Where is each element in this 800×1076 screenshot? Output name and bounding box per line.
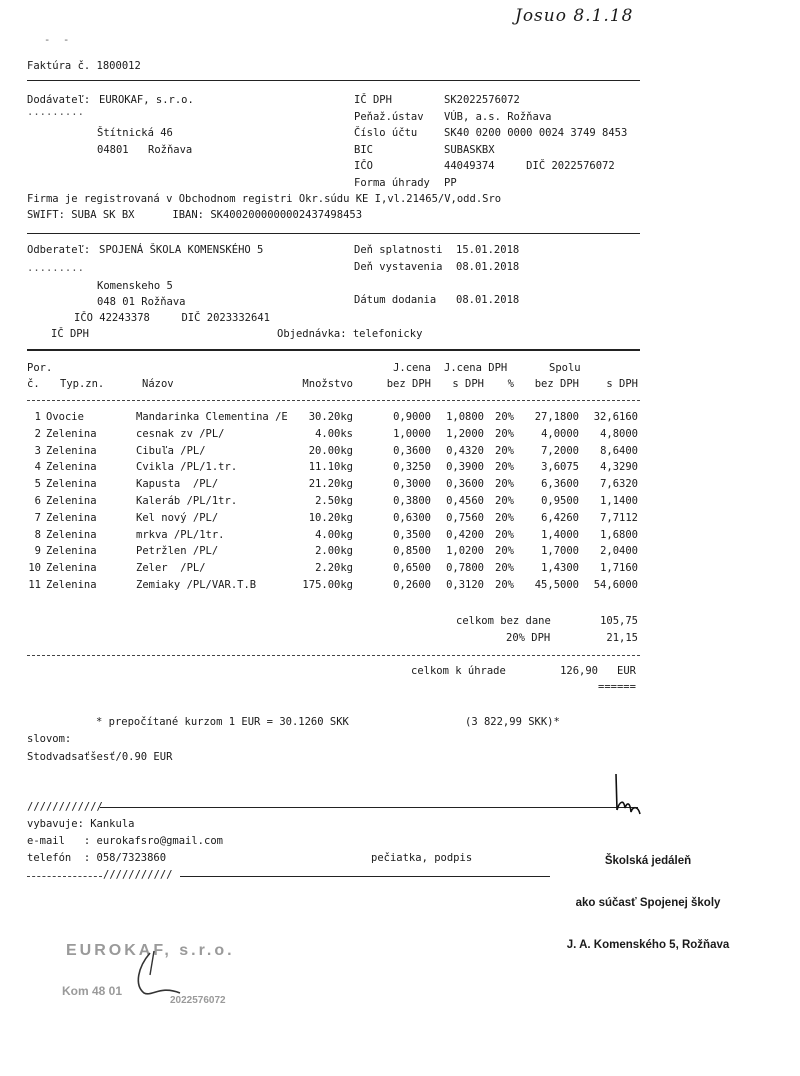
th-nazov: Názov xyxy=(142,378,174,390)
stamp-signature-icon xyxy=(120,945,190,1005)
contact-phone: telefón : 058/7323860 xyxy=(27,852,167,864)
cell-unit: 0,3250 xyxy=(393,461,431,474)
th-typ: Typ.zn. xyxy=(60,378,105,390)
supplier-detail-value: SK40 0200 0000 0024 3749 8453 xyxy=(444,127,628,139)
footer-slashes-bottom: /////////// xyxy=(103,869,173,881)
cell-vat: 20% xyxy=(495,461,514,474)
cell-total: 1,4000 xyxy=(541,528,579,541)
cell-nazov: cesnak zv /PL/ xyxy=(136,427,225,440)
cell-nazov: Cvikla /PL/1.tr. xyxy=(136,461,238,474)
cell-total: 1,7000 xyxy=(541,545,579,558)
cell-c: 4 xyxy=(34,461,41,474)
cell-typ: Zelenina xyxy=(46,545,97,558)
cell-qty: 2.20kg xyxy=(315,562,353,575)
customer-name: SPOJENÁ ŠKOLA KOMENSKÉHO 5 xyxy=(99,244,264,256)
cell-qty: 2.50kg xyxy=(315,495,353,507)
conversion-rate: * prepočítané kurzom 1 EUR = 30.1260 SKK xyxy=(96,716,349,728)
customer-zip-city: 048 01 Rožňava xyxy=(97,296,186,308)
school-stamp-line2: ako súčasť Spojenej školy xyxy=(575,897,721,909)
cell-vat: 20% xyxy=(495,545,514,558)
handled-by: vybavuje: Kankula xyxy=(27,818,135,830)
cell-unit-vat: 0,3600 xyxy=(446,478,484,491)
company-stamp-line1: EUROKAF, s.r.o. xyxy=(66,942,235,959)
supplier-detail-label: BIC xyxy=(354,144,373,156)
customer-ic-dph: IČ DPH xyxy=(51,328,89,340)
cell-total-vat: 7,7112 xyxy=(600,511,638,524)
th-pct: % xyxy=(507,378,514,390)
total-due-label: celkom k úhrade xyxy=(411,665,506,677)
cell-total: 6,4260 xyxy=(541,511,579,524)
cell-nazov: Kapusta /PL/ xyxy=(136,478,219,491)
cell-vat: 20% xyxy=(495,444,514,457)
th-c: č. xyxy=(27,378,40,390)
in-words-label: slovom: xyxy=(27,733,72,745)
stamp-signature-label: pečiatka, podpis xyxy=(371,852,473,864)
company-stamp-line3: 2022576072 xyxy=(170,995,226,1006)
total-due-value: 126,90 xyxy=(560,665,598,677)
cell-unit-vat: 1,2000 xyxy=(446,427,484,440)
issue-date-value: 08.01.2018 xyxy=(456,261,520,273)
supplier-detail-value: SUBASKBX xyxy=(444,144,495,156)
cell-typ: Zelenina xyxy=(46,495,97,507)
divider xyxy=(100,807,638,808)
cell-total-vat: 1,7160 xyxy=(600,562,638,575)
supplier-detail-value: VÚB, a.s. Rožňava xyxy=(444,111,552,123)
cell-unit: 0,9000 xyxy=(393,411,431,423)
cell-qty: 4.00kg xyxy=(315,528,353,541)
handwritten-note: Josuo 8.1.18 xyxy=(515,6,634,26)
supplier-detail-label: IČO xyxy=(354,160,373,172)
cell-unit-vat: 0,4320 xyxy=(446,444,484,457)
cell-typ: Zelenina xyxy=(46,461,97,474)
cell-unit: 0,6300 xyxy=(393,511,431,524)
cell-nazov: Cibuľa /PL/ xyxy=(136,444,206,457)
cell-c: 10 xyxy=(28,562,41,575)
customer-ico-dic: IČO 42243378 DIČ 2023332641 xyxy=(74,312,270,324)
cell-qty: 30.20kg xyxy=(308,411,353,423)
swift-iban: SWIFT: SUBA SK BX IBAN: SK4002000000002437498453 xyxy=(27,209,363,221)
customer-street: Komenskeho 5 xyxy=(97,280,173,292)
cell-vat: 20% xyxy=(495,511,514,524)
divider xyxy=(27,233,640,234)
cell-c: 3 xyxy=(34,444,41,457)
supplier-detail-value: SK2022576072 xyxy=(444,94,520,106)
cell-total: 6,3600 xyxy=(541,478,579,491)
cell-unit: 0,2600 xyxy=(393,579,431,591)
divider xyxy=(27,655,640,656)
cell-vat: 20% xyxy=(495,495,514,507)
cell-qty: 10.20kg xyxy=(308,511,353,524)
cell-total: 7,2000 xyxy=(541,444,579,457)
cell-typ: Zelenina xyxy=(46,478,97,491)
cell-total: 45,5000 xyxy=(534,579,579,591)
cell-qty: 4.00ks xyxy=(315,427,353,440)
school-stamp-line1: Školská jedáleň xyxy=(604,855,692,867)
cell-nazov: Mandarinka Clementina /E xyxy=(136,411,288,423)
cell-nazov: Kel nový /PL/ xyxy=(136,511,219,524)
cell-unit: 0,3600 xyxy=(393,444,431,457)
footer-slashes: //////////// xyxy=(27,801,103,813)
divider xyxy=(27,400,640,401)
cell-nazov: Kaleráb /PL/1tr. xyxy=(136,495,238,507)
supplier-street: Štítnická 46 xyxy=(97,127,173,139)
supplier-zip: 04801 xyxy=(97,144,129,156)
registry-note: Firma je registrovaná v Obchodnom registri Okr.súdu KE I,vl.21465/V,odd.Sro xyxy=(27,193,502,205)
cell-vat: 20% xyxy=(495,478,514,491)
due-date-value: 15.01.2018 xyxy=(456,244,520,256)
total-net-label: celkom bez dane xyxy=(456,615,551,627)
cell-unit-vat: 0,4560 xyxy=(446,495,484,507)
due-date-label: Deň splatnosti xyxy=(354,244,443,256)
th-s-dph-total: s DPH xyxy=(606,378,638,390)
cell-vat: 20% xyxy=(495,427,514,440)
cell-total: 4,0000 xyxy=(541,427,579,440)
supplier-detail-label: Forma úhrady xyxy=(354,177,430,189)
cell-vat: 20% xyxy=(495,528,514,541)
delivery-date-label: Dátum dodania xyxy=(354,294,437,306)
header-mark: - - xyxy=(44,34,70,46)
company-stamp-line2: Kom 48 01 xyxy=(62,984,123,998)
cell-unit-vat: 0,3900 xyxy=(446,461,484,474)
cell-typ: Zelenina xyxy=(46,444,97,457)
invoice-title: Faktúra č. 1800012 xyxy=(27,60,141,72)
cell-total-vat: 4,8000 xyxy=(600,427,638,440)
cell-qty: 175.00kg xyxy=(302,579,353,591)
contact-email: e-mail : eurokafsro@gmail.com xyxy=(27,835,223,847)
th-spolu: Spolu xyxy=(549,362,581,374)
currency: EUR xyxy=(617,665,636,677)
cell-vat: 20% xyxy=(495,562,514,575)
cell-total-vat: 7,6320 xyxy=(600,478,638,491)
cell-vat: 20% xyxy=(495,411,514,423)
cell-c: 2 xyxy=(34,427,41,440)
in-words-value: Stodvadsaťšesť/0.90 EUR xyxy=(27,751,173,763)
cell-unit-vat: 0,4200 xyxy=(446,528,484,541)
th-bez-dph-total: bez DPH xyxy=(534,378,579,390)
cell-nazov: mrkva /PL/1tr. xyxy=(136,528,225,541)
cell-nazov: Zeler /PL/ xyxy=(136,562,206,575)
total-vat-value: 21,15 xyxy=(606,632,638,644)
cell-total-vat: 8,6400 xyxy=(600,444,638,457)
cell-unit: 0,8500 xyxy=(393,545,431,558)
cell-typ: Zelenina xyxy=(46,562,97,575)
cell-qty: 11.10kg xyxy=(308,461,353,474)
cell-unit-vat: 0,7800 xyxy=(446,562,484,575)
supplier-city: Rožňava xyxy=(148,144,193,156)
cell-typ: Zelenina xyxy=(46,528,97,541)
cell-total-vat: 4,3290 xyxy=(600,461,638,474)
cell-qty: 20.00kg xyxy=(308,444,353,457)
th-jcena: J.cena xyxy=(393,362,431,374)
supplier-label: Dodávateľ: xyxy=(27,94,91,106)
cell-typ: Ovocie xyxy=(46,411,84,423)
cell-unit-vat: 0,7560 xyxy=(446,511,484,524)
cell-unit: 0,3000 xyxy=(393,478,431,491)
cell-vat: 20% xyxy=(495,579,514,591)
cell-total: 3,6075 xyxy=(541,461,579,474)
supplier-underline: ......... xyxy=(27,106,84,118)
supplier-detail-label: Peňaž.ústav xyxy=(354,111,424,123)
cell-total-vat: 54,6000 xyxy=(593,579,638,591)
cell-typ: Zelenina xyxy=(46,511,97,524)
delivery-date-value: 08.01.2018 xyxy=(456,294,520,306)
total-vat-label: 20% DPH xyxy=(506,632,551,644)
issue-date-label: Deň vystavenia xyxy=(354,261,443,273)
cell-c: 9 xyxy=(34,545,41,558)
cell-unit: 0,3500 xyxy=(393,528,431,541)
cell-unit-vat: 1,0800 xyxy=(446,411,484,423)
cell-nazov: Zemiaky /PL/VAR.T.B xyxy=(136,579,257,591)
signature-icon xyxy=(600,770,670,830)
cell-total-vat: 1,6800 xyxy=(600,528,638,541)
cell-unit: 0,3800 xyxy=(393,495,431,507)
cell-unit: 1,0000 xyxy=(393,427,431,440)
customer-label: Odberateľ: xyxy=(27,244,91,256)
cell-total: 27,1800 xyxy=(534,411,579,423)
cell-unit-vat: 1,0200 xyxy=(446,545,484,558)
cell-total-vat: 1,1400 xyxy=(600,495,638,507)
cell-typ: Zelenina xyxy=(46,579,97,591)
cell-total: 0,9500 xyxy=(541,495,579,507)
cell-nazov: Petržlen /PL/ xyxy=(136,545,219,558)
cell-unit: 0,6500 xyxy=(393,562,431,575)
supplier-detail-value: 44049374 DIČ 2022576072 xyxy=(444,160,615,172)
divider xyxy=(27,80,640,81)
cell-c: 7 xyxy=(34,511,41,524)
th-por: Por. xyxy=(27,362,53,374)
cell-c: 11 xyxy=(28,579,41,591)
supplier-detail-label: Číslo účtu xyxy=(354,127,418,139)
supplier-detail-label: IČ DPH xyxy=(354,94,392,106)
conversion-skk: (3 822,99 SKK)* xyxy=(465,716,560,728)
cell-c: 1 xyxy=(34,411,41,423)
th-bez-dph: bez DPH xyxy=(386,378,431,390)
total-net-value: 105,75 xyxy=(600,615,638,627)
cell-c: 5 xyxy=(34,478,41,491)
cell-total: 1,4300 xyxy=(541,562,579,575)
cell-typ: Zelenina xyxy=(46,427,97,440)
th-s-dph: s DPH xyxy=(452,378,484,390)
th-jcena-dph: J.cena DPH xyxy=(444,362,508,374)
supplier-name: EUROKAF, s.r.o. xyxy=(99,94,194,106)
th-mnozstvo: Množstvo xyxy=(302,378,353,390)
divider xyxy=(180,876,550,877)
customer-underline: ......... xyxy=(27,262,84,274)
divider xyxy=(27,349,640,351)
school-stamp xyxy=(548,826,748,966)
school-stamp-line3: J. A. Komenského 5, Rožňava xyxy=(566,939,730,951)
cell-qty: 21.20kg xyxy=(308,478,353,491)
cell-c: 8 xyxy=(34,528,41,541)
cell-qty: 2.00kg xyxy=(315,545,353,558)
cell-c: 6 xyxy=(34,495,41,507)
cell-total-vat: 32,6160 xyxy=(593,411,638,423)
cell-total-vat: 2,0400 xyxy=(600,545,638,558)
total-underline: ====== xyxy=(598,681,636,693)
order-method: Objednávka: telefonicky xyxy=(277,328,423,340)
divider xyxy=(27,876,102,877)
supplier-detail-value: PP xyxy=(444,177,457,189)
cell-unit-vat: 0,3120 xyxy=(446,579,484,591)
